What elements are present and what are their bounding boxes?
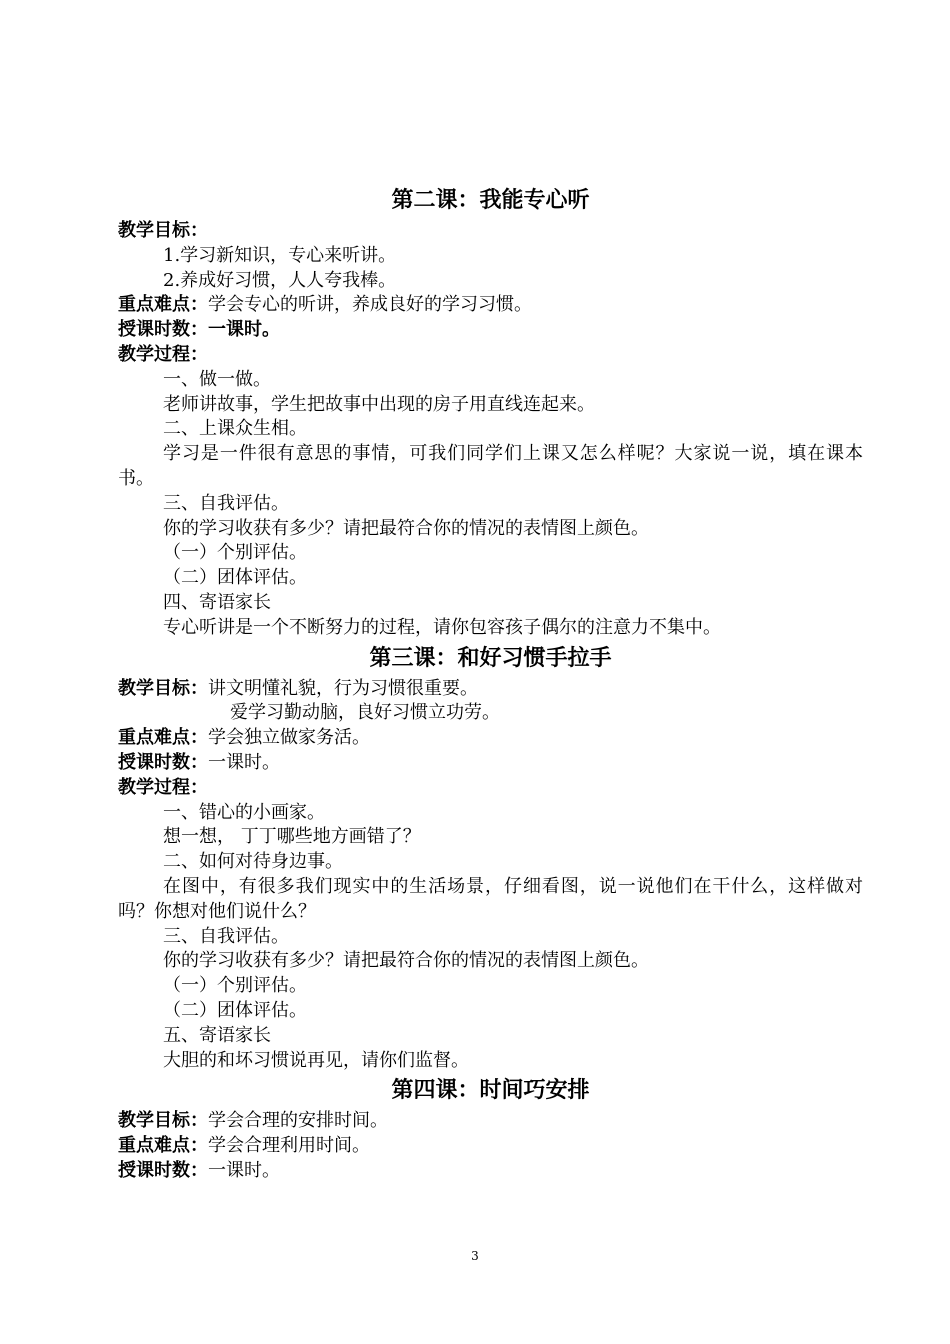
key-label: 重点难点： bbox=[118, 1135, 208, 1157]
process-step: 一、做一做。 bbox=[163, 368, 271, 390]
class-hours bbox=[118, 1159, 863, 1184]
goal-text: 学会合理的安排时间。 bbox=[208, 1110, 388, 1132]
goal-item: 爱学习勤动脑，良好习惯立功劳。 bbox=[230, 702, 500, 724]
goal-item: 讲文明懂礼貌，行为习惯很重要。 bbox=[208, 677, 478, 699]
key-points bbox=[118, 293, 863, 318]
key-text: 学会专心的听讲，养成良好的学习习惯。 bbox=[208, 294, 532, 316]
hours-text: 一课时。 bbox=[208, 1159, 280, 1181]
process-text: 在图中，有很多我们现实中的生活场景，仔细看图，说一说他们在干什么，这样做对吗？你想对他们说什么？ bbox=[118, 875, 863, 922]
key-points bbox=[118, 726, 863, 751]
hours-text: 一课时。 bbox=[208, 319, 280, 341]
key-label: 重点难点： bbox=[118, 294, 208, 316]
goal-item: 2.养成好习惯，人人夸我棒。 bbox=[163, 269, 397, 291]
page-number: 3 bbox=[471, 1249, 479, 1263]
process-step: 四、寄语家长 bbox=[163, 591, 271, 613]
process-substep: （二）团体评估。 bbox=[163, 999, 307, 1021]
process-step: 五、寄语家长 bbox=[163, 1024, 271, 1046]
goal-line bbox=[118, 677, 863, 702]
process-label: 教学过程： bbox=[118, 776, 208, 798]
goal-label: 教学目标： bbox=[118, 677, 208, 699]
lesson-title: 第四课：时间巧安排 bbox=[391, 1077, 590, 1104]
process-substep: （一）个别评估。 bbox=[163, 975, 307, 997]
page-content bbox=[118, 183, 863, 1184]
key-text: 学会独立做家务活。 bbox=[208, 727, 370, 749]
hours-label: 授课时数： bbox=[118, 1159, 208, 1181]
goal-item: 1.学习新知识，专心来听讲。 bbox=[163, 244, 397, 266]
key-points bbox=[118, 1134, 863, 1159]
process-text: 你的学习收获有多少？请把最符合你的情况的表情图上颜色。 bbox=[163, 950, 649, 972]
process-step: 一、错心的小画家。 bbox=[163, 801, 325, 823]
key-label: 重点难点： bbox=[118, 727, 208, 749]
goal-label: 教学目标： bbox=[118, 220, 208, 241]
hours-label: 授课时数： bbox=[118, 319, 208, 341]
process-text: 老师讲故事，学生把故事中出现的房子用直线连起来。 bbox=[163, 393, 595, 415]
goal-heading bbox=[118, 219, 863, 244]
process-label: 教学过程： bbox=[118, 343, 208, 365]
process-text: 大胆的和坏习惯说再见，请你们监督。 bbox=[163, 1049, 469, 1071]
hours-label: 授课时数： bbox=[118, 751, 208, 773]
lesson-title: 第二课：我能专心听 bbox=[391, 187, 590, 213]
process-step: 三、自我评估。 bbox=[163, 492, 289, 514]
process-heading bbox=[118, 343, 863, 368]
process-step: 三、自我评估。 bbox=[163, 925, 289, 947]
key-text: 学会合理利用时间。 bbox=[208, 1135, 370, 1157]
goal-line bbox=[118, 1109, 863, 1134]
process-step: 二、上课众生相。 bbox=[163, 418, 307, 440]
process-substep: （一）个别评估。 bbox=[163, 542, 307, 564]
process-text: 想一想， 丁丁哪些地方画错了？ bbox=[163, 826, 421, 848]
process-step: 二、如何对待身边事。 bbox=[163, 851, 343, 873]
process-text: 学习是一件很有意思的事情，可我们同学们上课又怎么样呢？大家说一说，填在课本书。 bbox=[118, 443, 863, 489]
process-heading bbox=[118, 776, 863, 801]
goal-label: 教学目标： bbox=[118, 1110, 208, 1132]
class-hours bbox=[118, 751, 863, 776]
process-text: 你的学习收获有多少？请把最符合你的情况的表情图上颜色。 bbox=[163, 517, 649, 539]
lesson-title: 第三课：和好习惯手拉手 bbox=[369, 644, 612, 671]
hours-text: 一课时。 bbox=[208, 751, 280, 773]
class-hours bbox=[118, 318, 863, 343]
process-substep: （二）团体评估。 bbox=[163, 567, 307, 589]
process-text: 专心听讲是一个不断努力的过程，请你包容孩子偶尔的注意力不集中。 bbox=[163, 616, 721, 638]
